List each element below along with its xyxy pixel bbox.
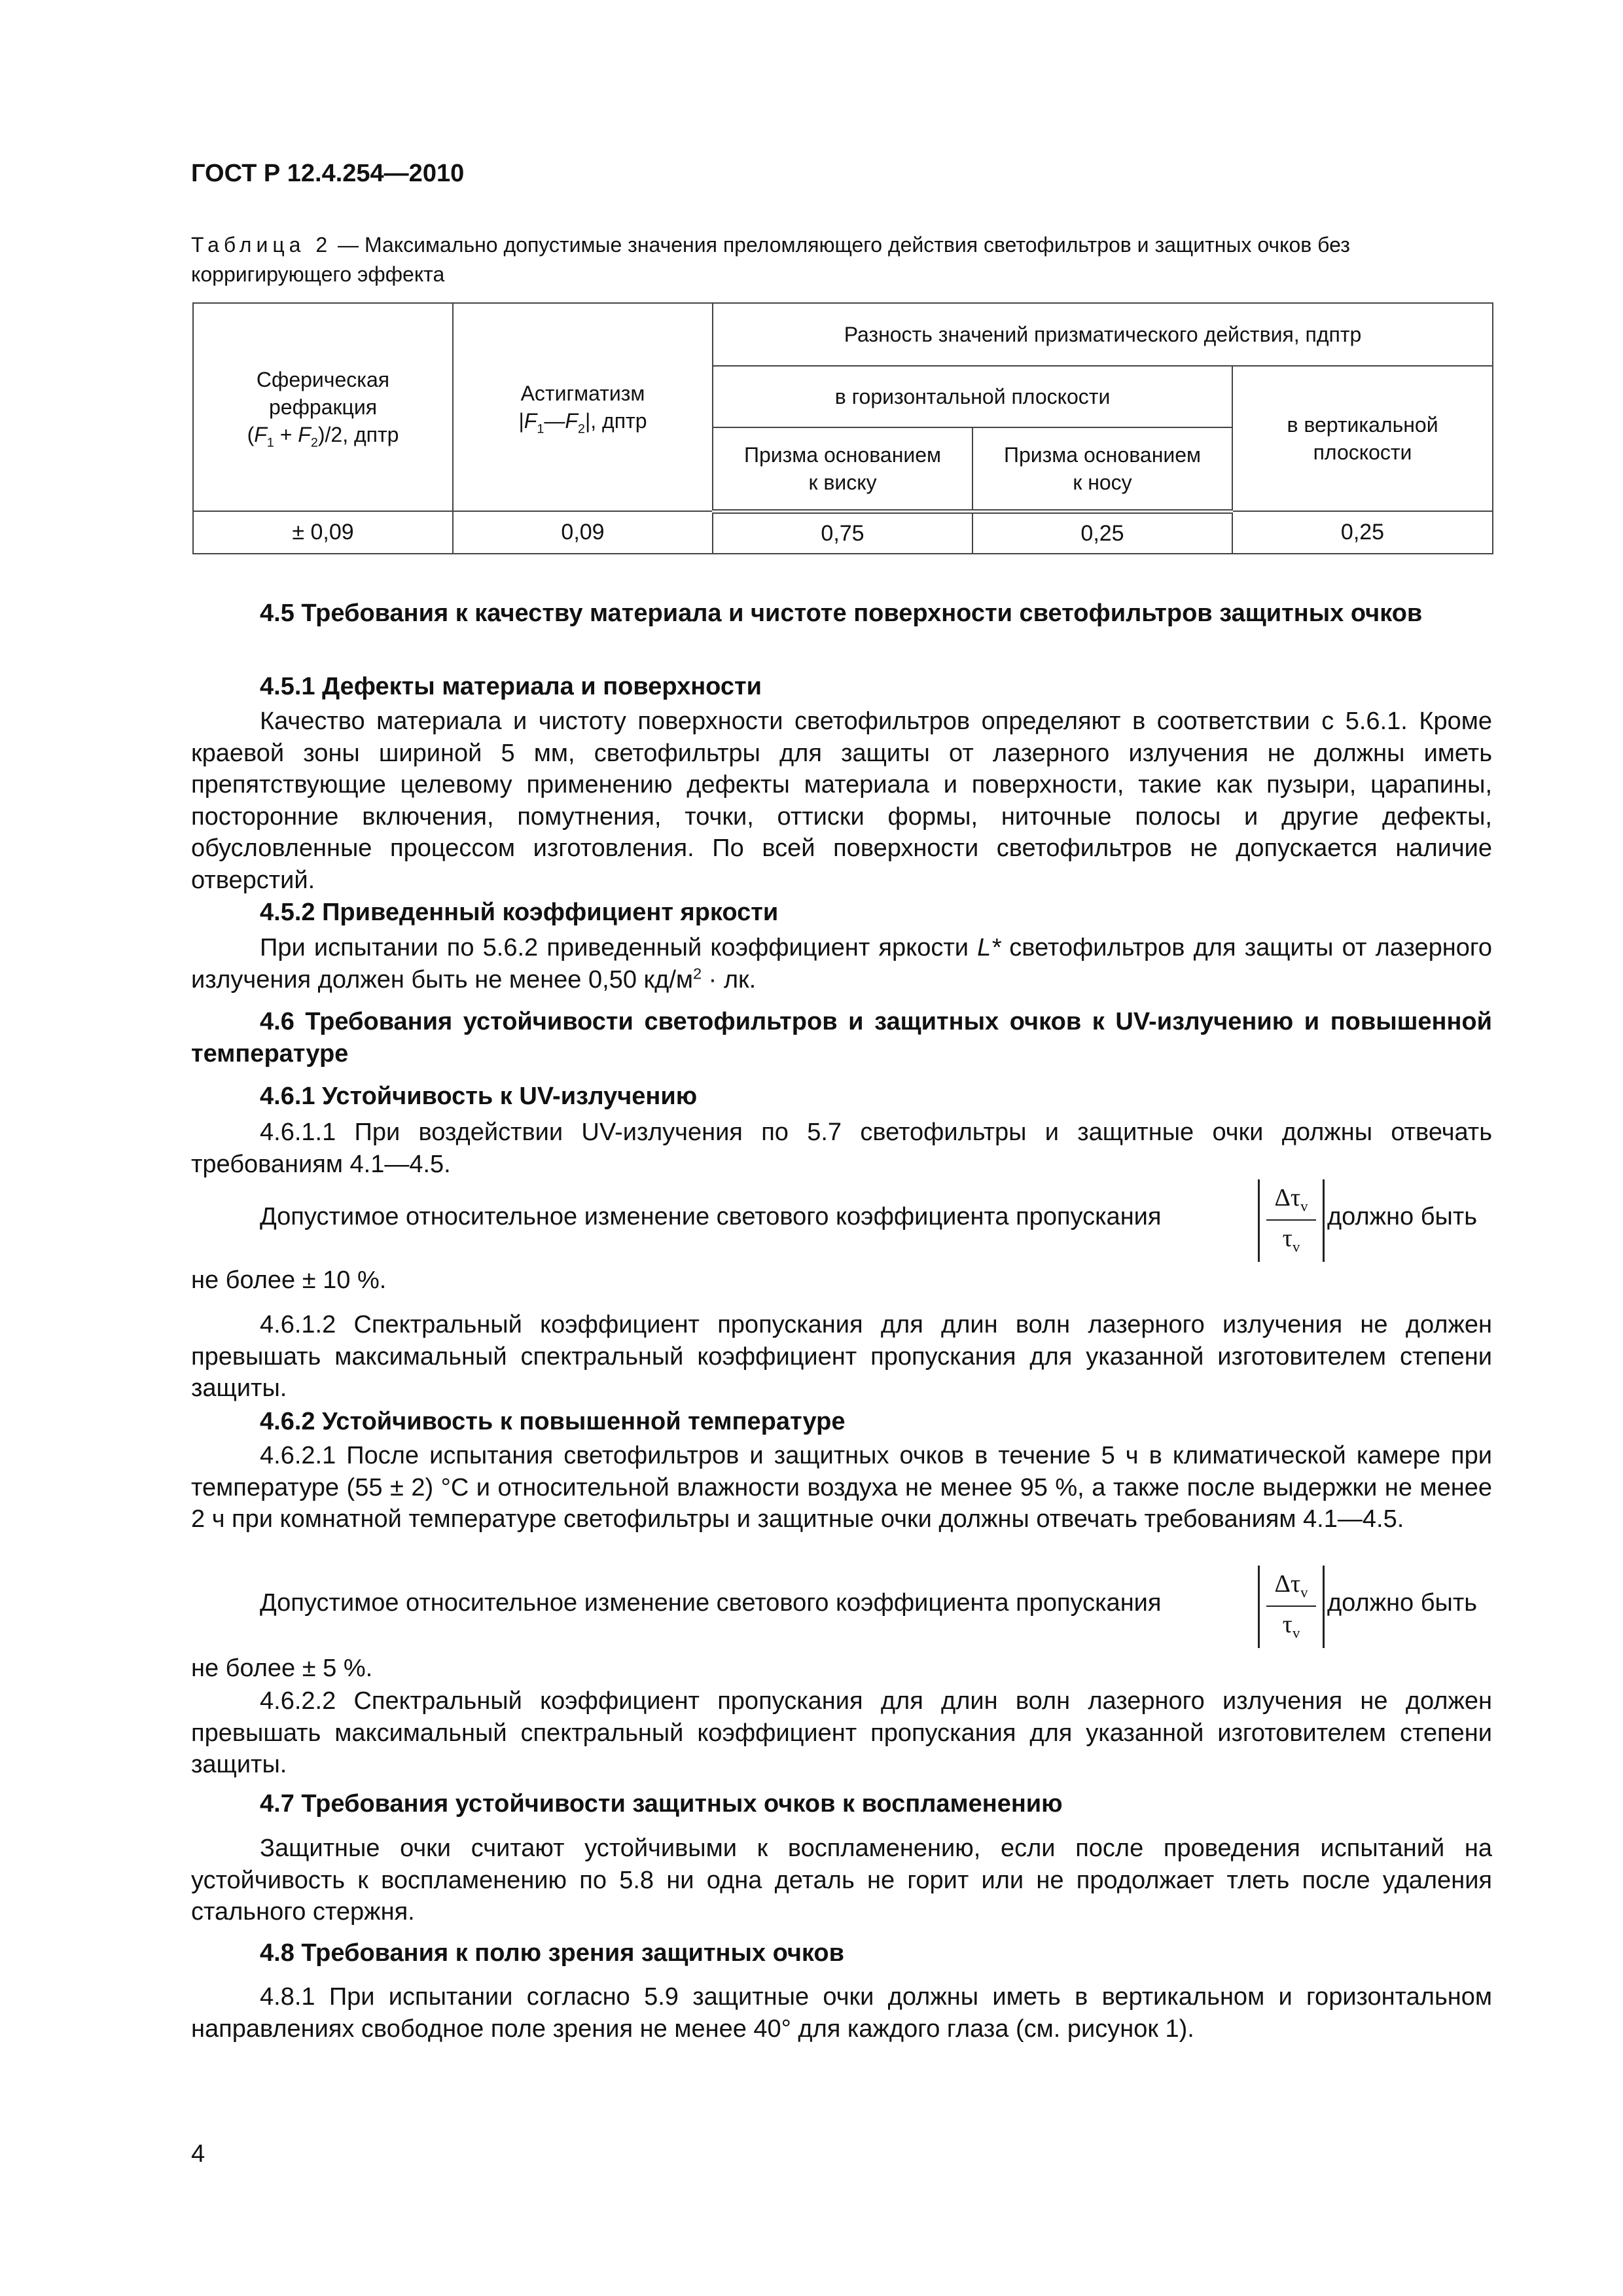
section-4-5-1-title: 4.5.1 Дефекты материала и поверхности — [260, 673, 762, 700]
section-4-6-2-2-text: 4.6.2.2 Спектральный коэффициент пропускания для длин волн лазерного излучения не должен превышать максимальный спектральный коэффициент пропускания для указанной изготовителем степени защиты. — [191, 1687, 1492, 1778]
table-cell: ± 0,09 — [193, 511, 453, 554]
horizontal-plane-header: в горизонтальной плоскости — [713, 366, 1232, 427]
allowed-change-label: Допустимое относительное изменение светового коэффициента пропускания — [260, 1589, 1162, 1617]
table-cell: 0,25 — [972, 511, 1232, 554]
table-caption-label: Таблица 2 — [191, 233, 332, 257]
must-be-label: должно быть — [1327, 1589, 1478, 1617]
limit-5-percent: не более ± 5 %. — [191, 1655, 373, 1682]
document-code: ГОСТ Р 12.4.254—2010 — [191, 160, 465, 187]
section-4-6-title: 4.6 Требования устойчивости светофильтров и защитных очков к UV-излучению и повышенной температуре — [191, 1008, 1492, 1067]
section-4-7-title: 4.7 Требования устойчивости защитных очков к воспламенению — [260, 1790, 1063, 1818]
section-4-5-1-text: Качество материала и чистоту поверхности светофильтров определяют в соответствии с 5.6.1. Кроме краевой зоны шириной 5 мм, светофильтры для защиты от лазерного излучения не должны иметь препятствующие целевому применению дефекты материала и поверхности, такие как пузыри, царапины, посторонние включения, помутнения, точки, оттиски формы, ниточные полосы и другие дефекты, обусловленные процессом изготовления. По всей поверхности светофильтров не допускается наличие отверстий. — [191, 708, 1492, 894]
allowed-change-label: Допустимое относительное изменение светового коэффициента пропускания — [260, 1203, 1162, 1230]
prism-temple-header: Призма основанием к виску — [713, 427, 972, 511]
refraction-table — [192, 302, 1493, 554]
table-caption-text: — Максимально допустимые значения преломляющего действия светофильтров и защитных очков без корригирующего эффекта — [191, 233, 1350, 286]
section-4-5-2-text: При испытании по 5.6.2 приведенный коэффициент яркости L* светофильтров для защиты от лазерного излучения должен быть не менее 0,50 $кд/м^2$ · лк. — [191, 934, 1493, 994]
table-caption — [191, 230, 1497, 289]
table-cell: 0,25 — [1232, 511, 1493, 554]
page-number: 4 — [191, 2140, 205, 2168]
spherical-refraction-header: Сферическая рефракция $(F_1 + F_2)/2$, дптр — [193, 303, 453, 511]
relative-change-formula: $\Delta\tau_v$ $\tau_v$ — [1258, 1566, 1325, 1648]
vertical-plane-header: в вертикальной плоскости — [1232, 366, 1493, 511]
limit-10-percent: не более ± 10 %. — [191, 1266, 387, 1294]
section-4-6-1-1-text: 4.6.1.1 При воздействии UV-излучения по 5.7 светофильтры и защитные очки должны отвечать требованиям 4.1—4.5. — [191, 1119, 1492, 1178]
relative-change-formula: $\Delta\tau_v$ $\tau_v$ — [1258, 1179, 1325, 1262]
prism-nose-header: Призма основанием к носу — [972, 427, 1232, 511]
must-be-label: должно быть — [1327, 1203, 1478, 1230]
table-cell: 0,09 — [453, 511, 713, 554]
section-4-5-title: 4.5 Требования к качеству материала и чистоте поверхности светофильтров защитных очков — [260, 600, 1423, 627]
table-cell: 0,75 — [713, 511, 972, 554]
astigmatism-header: Астигматизм $|F_1—F_2|$, дптр — [453, 303, 713, 511]
section-4-6-1-title: 4.6.1 Устойчивость к UV-излучению — [260, 1083, 698, 1110]
section-4-8-title: 4.8 Требования к полю зрения защитных очков — [260, 1939, 844, 1967]
section-4-6-2-title: 4.6.2 Устойчивость к повышенной температуре — [260, 1408, 846, 1435]
section-4-8-1-text: 4.8.1 При испытании согласно 5.9 защитные очки должны иметь в вертикальном и горизонтальном направлениях свободное поле зрения не менее 40° для каждого глаза (см. рисунок 1). — [191, 1983, 1492, 2043]
section-4-7-text: Защитные очки считают устойчивыми к воспламенению, если после проведения испытаний на устойчивость к воспламенению по 5.8 ни одна деталь не горит или не продолжает тлеть после удаления стального стержня. — [191, 1835, 1492, 1926]
section-4-6-1-2-text: 4.6.1.2 Спектральный коэффициент пропускания для длин волн лазерного излучения не должен превышать максимальный спектральный коэффициент пропускания для указанной изготовителем степени защиты. — [191, 1311, 1492, 1402]
section-4-6-2-1-text: 4.6.2.1 После испытания светофильтров и защитных очков в течение 5 ч в климатической камере при температуре (55 ± 2) °С и относительной влажности воздуха не менее 95 %, а также после выдержки не менее 2 ч при комнатной температуре светофильтры и защитные очки должны отвечать требованиям 4.1—4.5. — [191, 1442, 1492, 1533]
section-4-5-2-title: 4.5.2 Приведенный коэффициент яркости — [260, 899, 779, 926]
prismatic-difference-header: Разность значений призматического действия, пдптр — [713, 303, 1493, 366]
